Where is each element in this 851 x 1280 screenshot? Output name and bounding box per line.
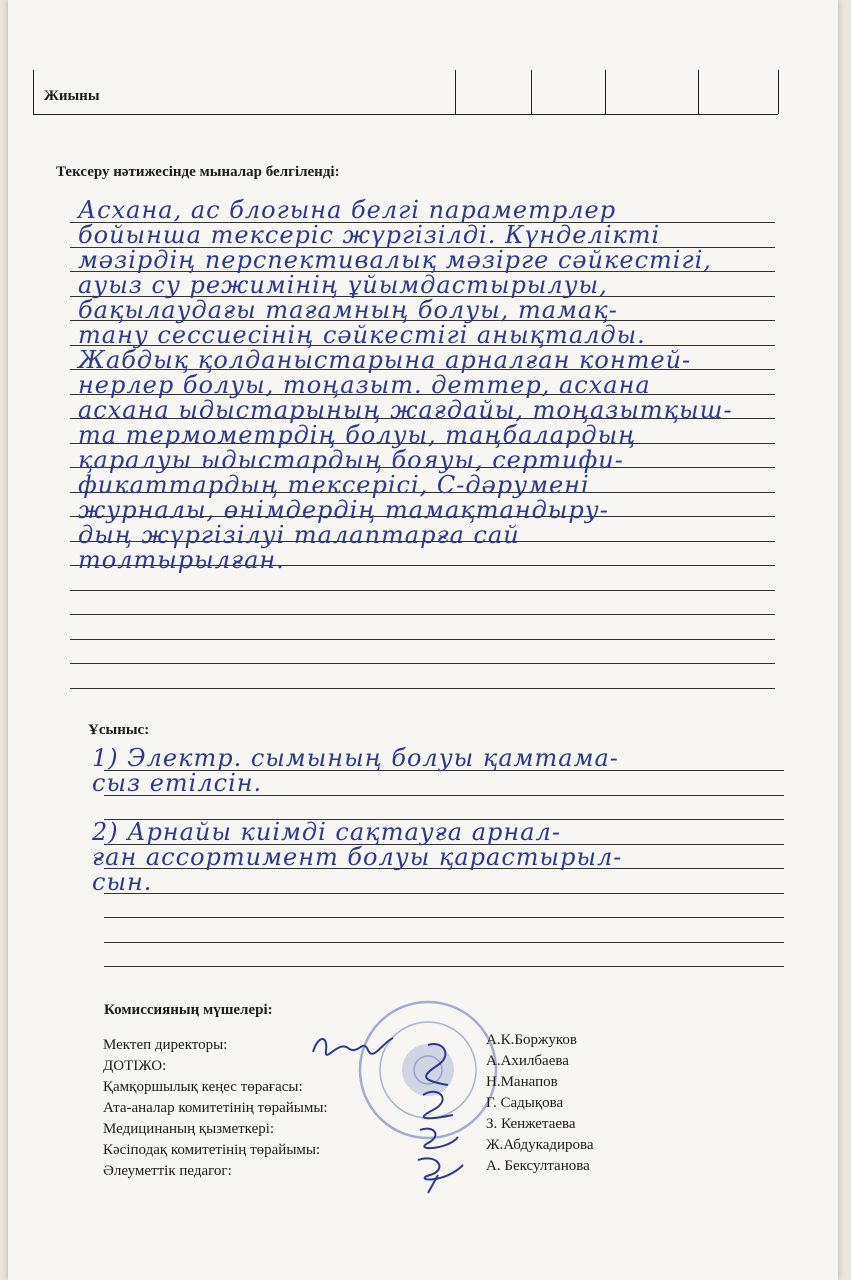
commission-names [486, 1030, 594, 1177]
table-label-cell [33, 70, 456, 114]
ruled-line [104, 893, 784, 894]
ruled-line [104, 966, 784, 967]
recommendation-line: сыз етілсін. [92, 769, 263, 797]
table-column [698, 70, 699, 114]
findings-line: Жабдық қолданыстарына арналған контей- [78, 346, 692, 374]
findings-line: дың жүргізілуі талаптарға сай [78, 521, 520, 549]
signature-director [308, 1030, 398, 1060]
member-role: Әлеуметтік педагог: [103, 1163, 232, 1179]
ruled-line [70, 663, 775, 664]
findings-line: журналы, өнімдердің тамақтандыру- [78, 496, 609, 524]
recommendation-line: 1) Электр. сымының болуы қамтама- [92, 744, 619, 772]
member-role: Кәсіподақ комитетінің төрайымы: [103, 1142, 321, 1158]
findings-line: та термометрдің болуы, таңбалардың [78, 421, 637, 449]
member-name: А. Бексултанова [486, 1158, 590, 1174]
member-role: ДОТІЖО: [103, 1058, 167, 1074]
table-row-label: Жиыны [44, 88, 100, 104]
member-role: Ата-аналар комитетінің төрайымы: [103, 1100, 328, 1116]
member-role: Медицинаның қызметкері: [103, 1121, 275, 1137]
signatures-members [408, 1035, 478, 1195]
member-name: А.Ахилбаева [486, 1053, 569, 1069]
findings-line: тану сессиесінің сәйкестігі анықталды. [78, 321, 646, 349]
findings-line: қаралуы ыдыстардың бояуы, сертифи- [78, 446, 624, 474]
member-name: Н.Манапов [486, 1074, 558, 1090]
findings-line: асхана ыдыстарының жағдайы, тоңазытқыш- [78, 396, 733, 424]
ruled-line [104, 942, 784, 943]
table-column [605, 70, 606, 114]
findings-line: мәзірдің перспективалық мәзірге сәйкестігі, [78, 246, 712, 274]
findings-line: бақылаудағы тағамның болуы, тамақ- [78, 296, 618, 324]
ruled-line [70, 590, 775, 591]
ruled-line [70, 688, 775, 689]
ruled-line [70, 639, 775, 640]
ruled-line [70, 614, 775, 615]
findings-title: Тексеру нәтижесінде мыналар белгіленді: [56, 164, 340, 180]
recommendations-title: Ұсыныс: [88, 722, 150, 738]
table-column [778, 70, 779, 114]
findings-line: толтырылған. [78, 546, 285, 574]
commission-title: Комиссияның мүшелері: [104, 1002, 273, 1018]
commission-roles [103, 1035, 328, 1182]
member-name: Ж.Абдукадирова [486, 1137, 594, 1153]
table-column [455, 70, 456, 114]
recommendation-line: ған ассортимент болуы қарастырыл- [92, 843, 623, 871]
findings-line: бойынша тексеріс жүргізілді. Күнделікті [78, 221, 661, 249]
findings-line: нерлер болуы, тоңазыт. деттер, асхана [78, 371, 651, 399]
table-column [531, 70, 532, 114]
findings-line: ауыз су режимінің ұйымдастырылуы, [78, 271, 608, 299]
member-name: Г. Садықова [486, 1095, 564, 1111]
recommendation-line: 2) Арнайы киімді сақтауға арнал- [92, 818, 561, 846]
member-name: А.К.Боржуков [486, 1032, 577, 1048]
document-page [8, 0, 838, 1280]
findings-line: Асхана, ас блогына белгі параметрлер [78, 196, 617, 224]
member-role: Мектеп директоры: [103, 1037, 228, 1053]
summary-table-row [33, 70, 778, 115]
ruled-line [104, 917, 784, 918]
member-name: З. Кенжетаева [486, 1116, 576, 1132]
member-role: Қамқоршылық кеңес төрағасы: [103, 1079, 303, 1095]
findings-line: фикаттардың тексерісі, С-дәрумені [78, 471, 590, 499]
recommendation-line: сын. [92, 868, 153, 896]
